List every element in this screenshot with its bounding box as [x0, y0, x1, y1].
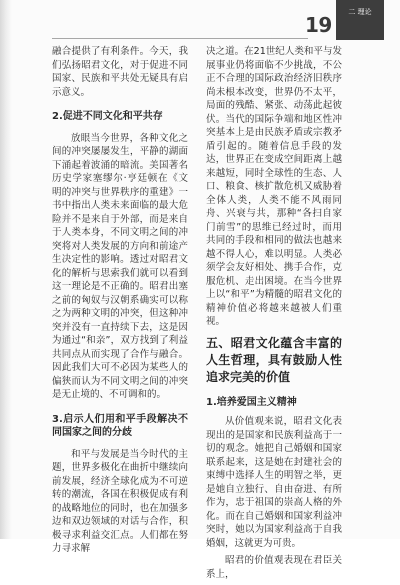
paragraph: 昭君的价值观表现在君臣关系上，: [206, 555, 342, 580]
left-column: [52, 45, 188, 560]
section-label-box: 二 理论: [336, 0, 384, 40]
section-heading: 五、昭君文化蕴含丰富的人生哲理，具有鼓励人性追求完美的价值: [206, 335, 342, 384]
page-number: 19: [305, 13, 332, 37]
paragraph: 和平与发展是当今时代的主题，世界多极化在曲折中继续向前发展，经济全球化成为不可逆转的潮流，各国在积极促成有利的战略地位的同时，也在加强多边和双边领域的对话与合作，积极寻求利益交汇点。人们都在努力寻求解: [52, 448, 188, 554]
paragraph: 决之道。在21世纪人类和平与发展事业仍将面临不少挑战，不公正不合理的国际政治经济旧秩序尚未根本改变，世界仍不太平，局面的残酷、紧张、动荡此起彼伏。当代的国际争端和地区性冲突基本上是由民族矛盾或宗教矛盾引起的。随着信息手段的发达，世界正在变成空间距离上越来越短，同时全球性的生态、人口、粮食、核扩散危机又威胁着全体人类，人类不能不风雨同舟、兴衰与共，那种“各扫自家门前雪”的思维已经过时，而用共同的手段和相同的做法也越来越不得人心，难以明显。人类必须学会友好相处、携手合作，克服危机、走出困境。在当今世界上以“和平”为精髓的昭君文化的精神价值必将越来越被人们重视。: [206, 46, 342, 327]
paragraph: 融合提供了有利条件。今天，我们弘扬昭君文化，对于促进不同国家、民族和平共处无疑具有启示意义。: [52, 46, 188, 98]
paragraph: 放眼当今世界，各种文化之间的冲突屡屡发生，平静的湖面下涌起着波涌的暗流。美国著名历史学家塞缪尔·亨廷顿在《文明的冲突与世界秩序的重建》一书中指出人类未来面临的最大危险并不是来自于外部，而是来自于人类本身，不同文明之间的冲突将对人类发展的方向和前途产生决定性的影响。透过对昭君文化的解析与思索我们就可以看到这一理论是不正确的。昭君出塞之前的匈奴与汉朝系确实可以称之为两种文明的冲突，但这种冲突并没有一直持续下去，这是因为通过“和亲”，双方找到了利益共同点从而实现了合作与融合。因此我们大可不必因为某些人的偏狭而认为不同文明之间的冲突是无止境的、不可调和的。: [52, 132, 188, 400]
header-rule: [52, 38, 308, 39]
subsection-heading: 1.培养爱国主义精神: [206, 396, 297, 408]
subsection-heading: 2.促进不同文化和平共存: [52, 111, 163, 122]
right-column: [206, 45, 342, 585]
paragraph: 从价值观来说，昭君文化表现出的是国家和民族利益高于一切的观念。她把自己婚姻和国家联系起来，这是她在封建社会的束缚中选择人生的明智之举，更是她自立独行、自由奋进、有所作为，忠于祖国的崇高人格的外化。而在自己婚姻和国家利益冲突时，她以为国家利益高于自我婚姻，这就更为可贵。: [206, 416, 342, 549]
book-spine-shadow: [0, 0, 12, 539]
subsection-heading: 3.启示人们用和平手段解决不同国家之间的分歧: [52, 413, 188, 438]
